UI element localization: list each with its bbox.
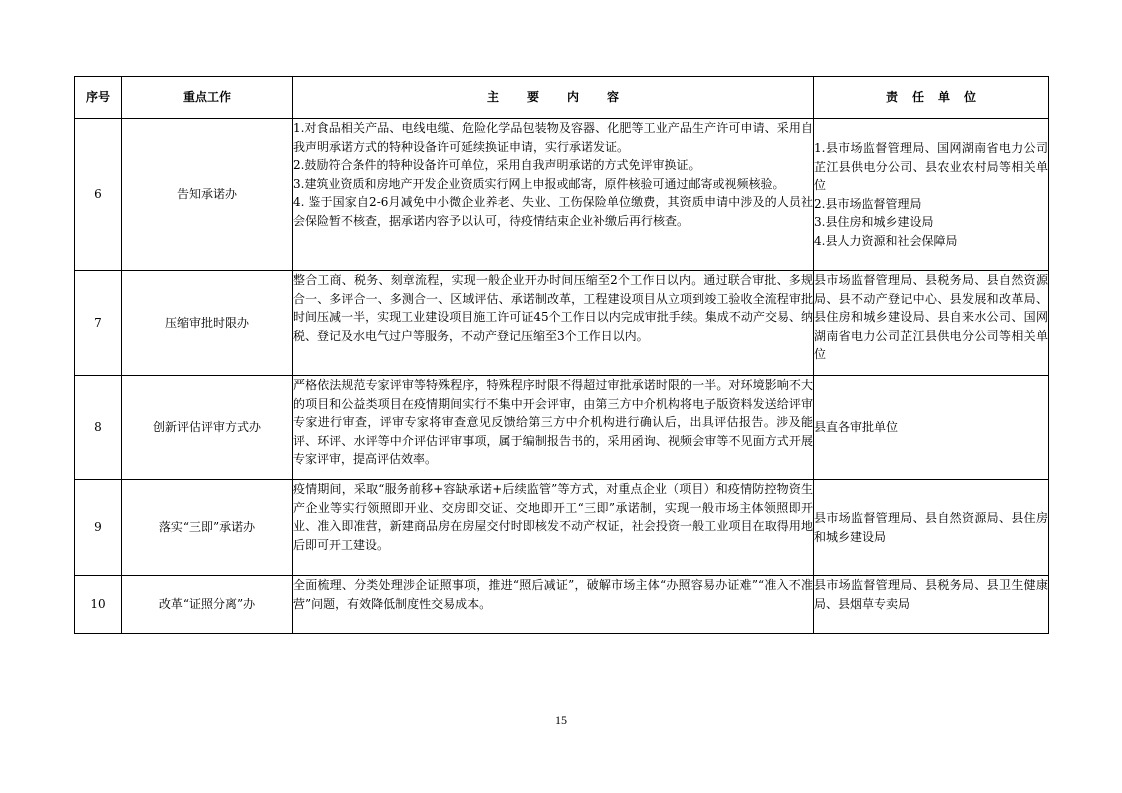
row-work: 改革“证照分离”办	[122, 576, 293, 634]
row-work: 落实“三即”承诺办	[122, 480, 293, 576]
content-item: 全面梳理、分类处理涉企证照事项，推进“照后减证”，破解市场主体“办照容易办证难”“准入不准营”问题，有效降低制度性交易成本。	[293, 578, 813, 611]
table-row	[75, 376, 1049, 480]
row-number: 9	[75, 480, 122, 576]
row-content	[293, 376, 814, 480]
row-content	[293, 480, 814, 576]
unit-item: 1.县市场监督管理局、国网湖南省电力公司芷江县供电分公司、县农业农村局等相关单位	[814, 141, 1048, 192]
row-number: 7	[75, 271, 122, 376]
unit-item: 县市场监督管理局、县税务局、县卫生健康局、县烟草专卖局	[814, 578, 1048, 611]
unit-item: 县市场监督管理局、县税务局、县自然资源局、县不动产登记中心、县发展和改革局、县住房和城乡建设局、县自来水公司、国网湖南省电力公司芷江县供电分公司等相关单位	[814, 273, 1048, 361]
header-work: 重点工作	[122, 77, 293, 119]
row-number: 10	[75, 576, 122, 634]
row-work: 创新评估评审方式办	[122, 376, 293, 480]
work-table	[74, 76, 1049, 634]
row-content	[293, 576, 814, 634]
table-row	[75, 271, 1049, 376]
header-no: 序号	[75, 77, 122, 119]
row-unit	[814, 576, 1049, 634]
table-row	[75, 576, 1049, 634]
unit-item: 县直各审批单位	[814, 420, 899, 435]
unit-item: 2.县市场监督管理局	[814, 196, 922, 211]
content-item: 2.鼓励符合条件的特种设备许可单位，采用自我声明承诺的方式免评审换证。	[293, 158, 701, 172]
row-unit	[814, 119, 1049, 271]
row-number: 8	[75, 376, 122, 480]
page-number: 15	[555, 713, 567, 727]
row-content	[293, 271, 814, 376]
content-item: 3.建筑业资质和房地产开发企业资质实行网上申报或邮寄，原件核验可通过邮寄或视频核验。	[293, 176, 785, 191]
content-item: 疫情期间，采取“服务前移+容缺承诺+后续监管”等方式，对重点企业（项目）和疫情防控物资生产企业等实行领照即开业、交房即交证、交地即开工“三即”承诺制，实现一般市场主体领照即开业、准入即准营，新建商品房在房屋交付时即核发不动产权证，社会投资一般工业项目在取得用地后即可开工建设。	[293, 482, 813, 552]
row-work: 压缩审批时限办	[122, 271, 293, 376]
row-number: 6	[75, 119, 122, 271]
row-unit	[814, 376, 1049, 480]
table-header-row	[75, 77, 1049, 119]
header-content: 主要内容	[293, 77, 814, 119]
content-item: 4. 鉴于国家自2-6月减免中小微企业养老、失业、工伤保险单位缴费，其资质申请中涉及的人员社会保险暂不核查，据承诺内容予以认可，待疫情结束企业补缴后再行核查。	[293, 195, 813, 228]
table-row	[75, 119, 1049, 271]
header-unit: 责任单位	[814, 77, 1049, 119]
unit-item: 4.县人力资源和社会保障局	[814, 233, 958, 248]
unit-item: 3.县住房和城乡建设局	[814, 215, 934, 229]
table-row	[75, 480, 1049, 576]
row-work: 告知承诺办	[122, 119, 293, 271]
row-unit	[814, 271, 1049, 376]
content-item: 1.对食品相关产品、电线电缆、危险化学品包装物及容器、化肥等工业产品生产许可申请、采用自我声明承诺方式的特种设备许可延续换证申请，实行承诺发证。	[293, 121, 813, 154]
content-item: 整合工商、税务、刻章流程，实现一般企业开办时间压缩至2个工作日以内。通过联合审批、多规合一、多评合一、多测合一、区域评估、承诺制改革，工程建设项目从立项到竣工验收全流程审批时间压减一半，实现工业建设项目施工许可证45个工作日以内完成审批手续。集成不动产交易、纳税、登记及水电气过户等服务，不动产登记压缩至3个工作日以内。	[293, 273, 813, 343]
content-item: 严格依法规范专家评审等特殊程序，特殊程序时限不得超过审批承诺时限的一半。对环境影响不大的项目和公益类项目在疫情期间实行不集中开会评审，由第三方中介机构将电子版资料发送给评审专家进行审查，评审专家将审查意见反馈给第三方中介机构进行确认后，出具评估报告。涉及能评、环评、水评等中介评估评审事项，属于编制报告书的，采用函询、视频会审等不见面方式开展专家评审，提高评估效率。	[293, 378, 813, 466]
row-unit	[814, 480, 1049, 576]
unit-item: 县市场监督管理局、县自然资源局、县住房和城乡建设局	[814, 511, 1048, 544]
row-content	[293, 119, 814, 271]
